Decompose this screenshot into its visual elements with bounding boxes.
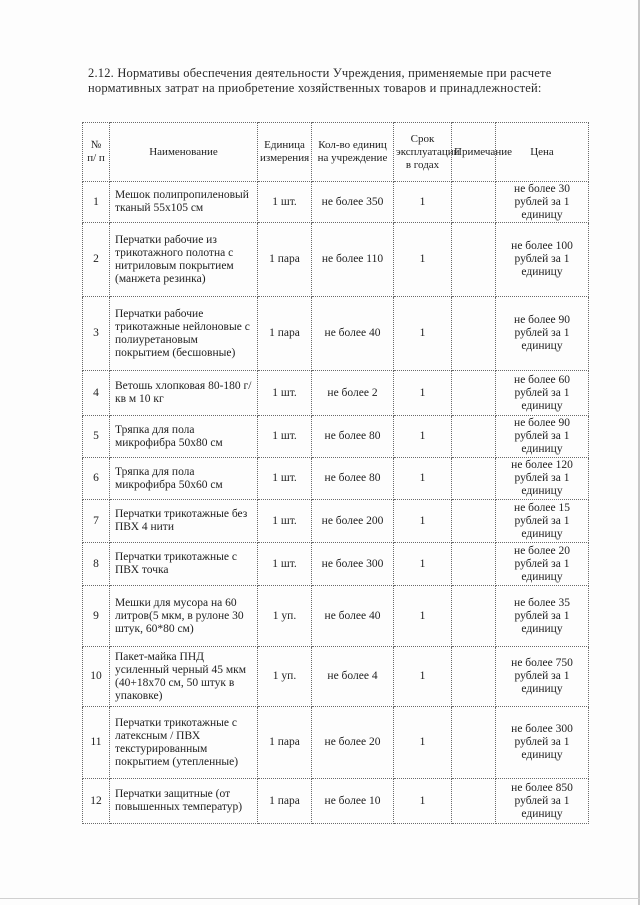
cell-price: не более 100 рублей за 1 единицу [496,223,589,297]
cell-unit: 1 шт. [258,543,312,586]
table-row [83,500,589,543]
cell-qty: не более 10 [312,779,394,824]
cell-note [452,182,496,223]
cell-term: 1 [394,647,452,707]
cell-name: Ветошь хлопковая 80-180 г/кв м 10 кг [110,371,258,416]
heading-line-2: нормативных затрат на приобретение хозяйственных товаров и принадлежностей: [88,81,542,95]
cell-name: Перчатки трикотажные без ПВХ 4 нити [110,500,258,543]
cell-note [452,586,496,647]
cell-note [452,223,496,297]
header-name: Наименование [110,123,258,182]
cell-price: не более 90 рублей за 1 единицу [496,416,589,458]
table-row [83,586,589,647]
cell-qty: не более 2 [312,371,394,416]
cell-unit: 1 уп. [258,647,312,707]
cell-unit: 1 шт. [258,500,312,543]
cell-term: 1 [394,707,452,779]
cell-num: 11 [83,707,110,779]
cell-price: не более 90 рублей за 1 единицу [496,297,589,371]
cell-term: 1 [394,371,452,416]
cell-qty: не более 20 [312,707,394,779]
cell-qty: не более 350 [312,182,394,223]
cell-unit: 1 пара [258,779,312,824]
cell-unit: 1 шт. [258,458,312,500]
cell-term: 1 [394,223,452,297]
cell-note [452,779,496,824]
cell-note [452,647,496,707]
cell-qty: не более 110 [312,223,394,297]
norms-table [82,122,589,824]
cell-name: Мешки для мусора на 60 литров(5 мкм, в рулоне 30 штук, 60*80 см) [110,586,258,647]
cell-term: 1 [394,543,452,586]
cell-num: 10 [83,647,110,707]
cell-num: 4 [83,371,110,416]
table-row [83,779,589,824]
cell-unit: 1 уп. [258,586,312,647]
cell-num: 1 [83,182,110,223]
cell-name: Перчатки рабочие из трикотажного полотна с нитриловым покрытием (манжета резинка) [110,223,258,297]
cell-note [452,707,496,779]
table-row [83,647,589,707]
cell-unit: 1 шт. [258,182,312,223]
cell-price: не более 750 рублей за 1 единицу [496,647,589,707]
table-row [83,416,589,458]
cell-unit: 1 шт. [258,416,312,458]
cell-name: Пакет-майка ПНД усиленный черный 45 мкм (40+18х70 см, 50 штук в упаковке) [110,647,258,707]
cell-num: 2 [83,223,110,297]
cell-price: не более 300 рублей за 1 единицу [496,707,589,779]
cell-term: 1 [394,182,452,223]
cell-term: 1 [394,586,452,647]
cell-qty: не более 200 [312,500,394,543]
cell-note [452,543,496,586]
cell-term: 1 [394,297,452,371]
cell-num: 12 [83,779,110,824]
cell-note [452,458,496,500]
table-header-row [83,123,589,182]
cell-term: 1 [394,500,452,543]
cell-name: Тряпка для пола микрофибра 50х60 см [110,458,258,500]
cell-unit: 1 пара [258,707,312,779]
cell-price: не более 30 рублей за 1 единицу [496,182,589,223]
header-qty: Кол-во единиц на учреждение [312,123,394,182]
cell-price: не более 120 рублей за 1 единицу [496,458,589,500]
cell-qty: не более 80 [312,416,394,458]
cell-name: Мешок полипропиленовый тканый 55х105 см [110,182,258,223]
table-row [83,707,589,779]
cell-price: не более 35 рублей за 1 единицу [496,586,589,647]
table-row [83,297,589,371]
cell-term: 1 [394,458,452,500]
heading-line-1: 2.12. Нормативы обеспечения деятельности Учреждения, применяемые при расчете [88,66,552,80]
cell-note [452,297,496,371]
table-row [83,543,589,586]
header-unit: Единица измерения [258,123,312,182]
cell-qty: не более 80 [312,458,394,500]
cell-num: 7 [83,500,110,543]
cell-name: Перчатки трикотажные с латексным / ПВХ текстурированным покрытием (утепленные) [110,707,258,779]
cell-unit: 1 шт. [258,371,312,416]
scan-edge-bottom [0,898,640,899]
cell-unit: 1 пара [258,223,312,297]
header-price: Цена [496,123,589,182]
cell-note [452,371,496,416]
cell-price: не более 60 рублей за 1 единицу [496,371,589,416]
cell-num: 5 [83,416,110,458]
cell-num: 8 [83,543,110,586]
cell-qty: не более 300 [312,543,394,586]
table-row [83,458,589,500]
cell-term: 1 [394,779,452,824]
cell-price: не более 850 рублей за 1 единицу [496,779,589,824]
header-term: Срок эксплуатации в годах [394,123,452,182]
table-row [83,182,589,223]
cell-qty: не более 40 [312,586,394,647]
table-row [83,223,589,297]
cell-num: 3 [83,297,110,371]
cell-num: 9 [83,586,110,647]
cell-qty: не более 40 [312,297,394,371]
cell-price: не более 20 рублей за 1 единицу [496,543,589,586]
cell-note [452,500,496,543]
cell-name: Перчатки трикотажные с ПВХ точка [110,543,258,586]
cell-name: Перчатки защитные (от повышенных температур) [110,779,258,824]
cell-note [452,416,496,458]
cell-unit: 1 пара [258,297,312,371]
cell-price: не более 15 рублей за 1 единицу [496,500,589,543]
cell-qty: не более 4 [312,647,394,707]
cell-term: 1 [394,416,452,458]
header-num: № п/ п [83,123,110,182]
table-row [83,371,589,416]
header-note: Примечание [452,123,496,182]
cell-name: Перчатки рабочие трикотажные нейлоновые с полиуретановым покрытием (бесшовные) [110,297,258,371]
cell-name: Тряпка для пола микрофибра 50х80 см [110,416,258,458]
section-heading [88,66,588,96]
cell-num: 6 [83,458,110,500]
